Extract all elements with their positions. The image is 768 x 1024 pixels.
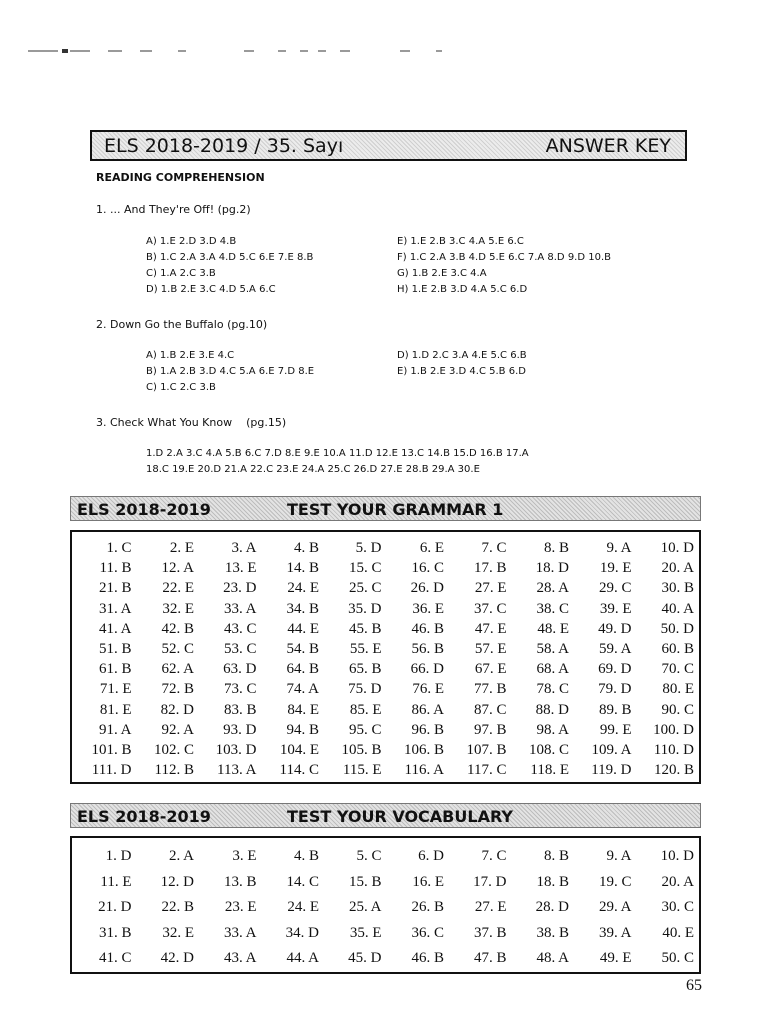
- scan-mark: [140, 50, 152, 52]
- answer-cell: 34. D: [285, 924, 319, 941]
- answer-cell: 3. E: [232, 848, 257, 864]
- answer-cell: 16. E: [412, 873, 444, 890]
- answer-cell: 67. E: [474, 661, 507, 678]
- answer-cell: 34. B: [286, 600, 319, 617]
- scan-mark: [28, 50, 58, 52]
- answer-cell: 45. B: [348, 620, 382, 637]
- answer-cell: 72. B: [161, 681, 194, 698]
- answer-cell: 27. E: [474, 580, 507, 597]
- answer-cell: 2. E: [169, 540, 194, 556]
- page-number: 65: [686, 977, 702, 994]
- answer-cell: 37. C: [473, 600, 507, 617]
- answer-cell: 62. A: [161, 661, 194, 678]
- answer-cell: 5. C: [356, 848, 382, 864]
- answer-cell: 17. D: [473, 873, 507, 890]
- scan-mark: [178, 50, 186, 52]
- answer-cell: 29. C: [598, 580, 632, 597]
- answer-cell: 78. C: [536, 681, 569, 698]
- answer-cell: 101. B: [91, 741, 132, 758]
- answer-key-header: [90, 130, 687, 161]
- answer-line: C) 1.A 2.C 3.B: [146, 268, 216, 279]
- answer-cell: 6. E: [419, 540, 444, 556]
- answer-cell: 109. A: [591, 741, 632, 758]
- answer-cell: 15. C: [348, 560, 382, 577]
- answer-cell: 106. B: [403, 741, 444, 758]
- answer-line: 18.C 19.E 20.D 21.A 22.C 23.E 24.A 25.C 26.D 27.E 28.B 29.A 30.E: [146, 464, 480, 475]
- answer-cell: 57. E: [474, 640, 507, 657]
- answer-line: B) 1.A 2.B 3.D 4.C 5.A 6.E 7.D 8.E: [146, 366, 315, 377]
- answer-line: D) 1.D 2.C 3.A 4.E 5.C 6.B: [397, 350, 527, 361]
- answer-cell: 48. A: [536, 950, 569, 966]
- answer-line: C) 1.C 2.C 3.B: [146, 382, 216, 393]
- answer-cell: 15. B: [348, 873, 382, 890]
- vocabulary-answer-table: [70, 836, 701, 974]
- answer-cell: 47. B: [473, 950, 507, 966]
- answer-cell: 88. D: [535, 701, 569, 718]
- answer-cell: 115. E: [342, 762, 382, 779]
- answer-cell: 30. C: [661, 899, 694, 915]
- answer-cell: 90. C: [661, 701, 694, 718]
- answer-cell: 36. C: [411, 924, 444, 941]
- answer-cell: 24. E: [287, 899, 319, 915]
- answer-cell: 110. D: [653, 741, 694, 758]
- answer-cell: 10. D: [660, 848, 694, 864]
- answer-cell: 112. B: [154, 762, 194, 779]
- answer-cell: 35. D: [348, 600, 382, 617]
- answer-cell: 40. E: [662, 924, 694, 941]
- vocabulary-grid: [72, 848, 697, 976]
- answer-cell: 58. A: [536, 640, 569, 657]
- answer-cell: 50. C: [661, 950, 694, 966]
- answer-cell: 51. B: [98, 640, 132, 657]
- answer-line: E) 1.B 2.E 3.D 4.C 5.B 6.D: [397, 366, 526, 377]
- answer-cell: 19. C: [598, 873, 632, 890]
- answer-cell: 39. E: [599, 600, 632, 617]
- reading-item-title: 1. ... And They're Off! (pg.2): [96, 203, 251, 216]
- answer-cell: 80. E: [662, 681, 694, 698]
- answer-cell: 5. D: [355, 540, 382, 556]
- answer-cell: 95. C: [348, 721, 382, 738]
- answer-cell: 68. A: [536, 661, 569, 678]
- answer-cell: 71. E: [99, 681, 132, 698]
- answer-cell: 100. D: [653, 721, 694, 738]
- answer-cell: 9. A: [606, 848, 632, 864]
- answer-cell: 47. E: [474, 620, 507, 637]
- answer-cell: 49. E: [599, 950, 632, 966]
- answer-cell: 107. B: [466, 741, 507, 758]
- answer-cell: 22. E: [162, 580, 194, 597]
- answer-cell: 25. C: [348, 580, 382, 597]
- answer-cell: 14. B: [286, 560, 319, 577]
- answer-cell: 20. A: [661, 560, 694, 577]
- answer-cell: 92. A: [161, 721, 194, 738]
- answer-cell: 25. A: [348, 899, 382, 915]
- answer-cell: 60. B: [661, 640, 694, 657]
- answer-cell: 114. C: [279, 762, 319, 779]
- answer-line: G) 1.B 2.E 3.C 4.A: [397, 268, 487, 279]
- answer-cell: 10. D: [660, 540, 694, 556]
- answer-cell: 32. E: [162, 600, 194, 617]
- grammar-banner-right: TEST YOUR GRAMMAR 1: [287, 500, 504, 519]
- answer-cell: 49. D: [598, 620, 632, 637]
- answer-cell: 1. D: [105, 848, 132, 864]
- answer-cell: 44. E: [287, 620, 319, 637]
- answer-cell: 118. E: [530, 762, 569, 779]
- answer-cell: 32. E: [162, 924, 194, 941]
- scan-mark: [62, 49, 68, 53]
- answer-cell: 28. A: [536, 580, 569, 597]
- answer-cell: 50. D: [660, 620, 694, 637]
- answer-cell: 36. E: [412, 600, 444, 617]
- answer-cell: 74. A: [286, 681, 319, 698]
- answer-cell: 1. C: [106, 540, 132, 556]
- answer-line: A) 1.B 2.E 3.E 4.C: [146, 350, 235, 361]
- answer-cell: 21. D: [98, 899, 132, 915]
- answer-cell: 8. B: [543, 848, 569, 864]
- answer-cell: 24. E: [287, 580, 319, 597]
- answer-cell: 20. A: [661, 873, 694, 890]
- answer-cell: 79. D: [598, 681, 632, 698]
- answer-cell: 17. B: [473, 560, 507, 577]
- answer-cell: 43. A: [223, 950, 257, 966]
- scan-mark: [278, 50, 286, 52]
- vocabulary-banner-left: ELS 2018-2019: [77, 807, 211, 826]
- answer-cell: 30. B: [661, 580, 694, 597]
- answer-cell: 39. A: [598, 924, 632, 941]
- answer-cell: 31. B: [98, 924, 132, 941]
- answer-cell: 103. D: [215, 741, 257, 758]
- section-title: READING COMPREHENSION: [96, 171, 265, 184]
- answer-cell: 83. B: [223, 701, 257, 718]
- answer-cell: 23. D: [223, 580, 257, 597]
- scan-mark: [400, 50, 410, 52]
- answer-cell: 27. E: [474, 899, 507, 915]
- answer-cell: 7. C: [481, 848, 507, 864]
- header-title: ELS 2018-2019 / 35. Sayı: [104, 135, 344, 157]
- answer-cell: 64. B: [286, 661, 319, 678]
- answer-cell: 6. D: [418, 848, 444, 864]
- answer-cell: 102. C: [153, 741, 194, 758]
- answer-line: B) 1.C 2.A 3.A 4.D 5.C 6.E 7.E 8.B: [146, 252, 314, 263]
- answer-cell: 38. B: [536, 924, 569, 941]
- grammar-grid: [72, 540, 697, 782]
- answer-line: A) 1.E 2.D 3.D 4.B: [146, 236, 237, 247]
- answer-cell: 46. B: [411, 620, 444, 637]
- answer-line: D) 1.B 2.E 3.C 4.D 5.A 6.C: [146, 284, 276, 295]
- answer-cell: 81. E: [99, 701, 132, 718]
- answer-cell: 13. E: [224, 560, 257, 577]
- answer-cell: 26. D: [410, 580, 444, 597]
- answer-cell: 82. D: [160, 701, 194, 718]
- header-answer-key: ANSWER KEY: [545, 135, 671, 157]
- answer-line: E) 1.E 2.B 3.C 4.A 5.E 6.C: [397, 236, 524, 247]
- reading-item-title: 2. Down Go the Buffalo (pg.10): [96, 318, 268, 331]
- answer-cell: 87. C: [473, 701, 507, 718]
- grammar-answer-table: [70, 530, 701, 784]
- answer-cell: 120. B: [653, 762, 694, 779]
- answer-cell: 59. A: [598, 640, 632, 657]
- answer-cell: 48. E: [537, 620, 569, 637]
- answer-cell: 93. D: [223, 721, 257, 738]
- answer-cell: 38. C: [536, 600, 569, 617]
- answer-cell: 113. A: [217, 762, 257, 779]
- answer-cell: 4. B: [293, 848, 319, 864]
- answer-cell: 94. B: [286, 721, 319, 738]
- answer-cell: 23. E: [224, 899, 257, 915]
- answer-cell: 26. B: [411, 899, 444, 915]
- answer-cell: 85. E: [349, 701, 382, 718]
- answer-cell: 52. C: [161, 640, 194, 657]
- answer-cell: 11. B: [99, 560, 132, 577]
- grammar-banner: [70, 496, 701, 521]
- answer-cell: 86. A: [411, 701, 444, 718]
- answer-cell: 45. D: [348, 950, 382, 966]
- answer-cell: 22. B: [161, 899, 194, 915]
- answer-cell: 14. C: [286, 873, 319, 890]
- answer-cell: 13. B: [223, 873, 257, 890]
- answer-cell: 31. A: [98, 600, 132, 617]
- answer-cell: 89. B: [598, 701, 632, 718]
- answer-cell: 105. B: [341, 741, 382, 758]
- answer-cell: 119. D: [591, 762, 632, 779]
- answer-cell: 3. A: [231, 540, 257, 556]
- answer-cell: 116. A: [404, 762, 444, 779]
- answer-cell: 11. E: [100, 873, 132, 890]
- answer-cell: 75. D: [348, 681, 382, 698]
- scan-mark: [108, 50, 122, 52]
- answer-cell: 41. C: [98, 950, 132, 966]
- answer-cell: 99. E: [599, 721, 632, 738]
- answer-cell: 12. D: [160, 873, 194, 890]
- answer-cell: 63. D: [223, 661, 257, 678]
- answer-cell: 111. D: [91, 762, 132, 779]
- answer-cell: 73. C: [223, 681, 257, 698]
- answer-cell: 42. D: [160, 950, 194, 966]
- answer-cell: 55. E: [349, 640, 382, 657]
- answer-cell: 12. A: [161, 560, 194, 577]
- answer-cell: 21. B: [98, 580, 132, 597]
- scan-mark: [70, 50, 90, 52]
- answer-cell: 91. A: [98, 721, 132, 738]
- answer-cell: 4. B: [293, 540, 319, 556]
- answer-cell: 61. B: [98, 661, 132, 678]
- answer-cell: 97. B: [473, 721, 507, 738]
- scan-mark: [340, 50, 350, 52]
- answer-cell: 84. E: [287, 701, 319, 718]
- scan-mark: [318, 50, 326, 52]
- answer-cell: 56. B: [411, 640, 444, 657]
- answer-cell: 69. D: [598, 661, 632, 678]
- answer-cell: 2. A: [168, 848, 194, 864]
- answer-cell: 33. A: [223, 600, 257, 617]
- answer-cell: 98. A: [536, 721, 569, 738]
- answer-cell: 117. C: [467, 762, 507, 779]
- answer-cell: 9. A: [606, 540, 632, 556]
- answer-cell: 108. C: [528, 741, 569, 758]
- answer-cell: 42. B: [161, 620, 194, 637]
- answer-cell: 46. B: [411, 950, 444, 966]
- vocabulary-banner-right: TEST YOUR VOCABULARY: [287, 807, 513, 826]
- reading-item-title: 3. Check What You Know (pg.15): [96, 416, 287, 429]
- answer-cell: 37. B: [473, 924, 507, 941]
- answer-cell: 96. B: [411, 721, 444, 738]
- grammar-banner-left: ELS 2018-2019: [77, 500, 211, 519]
- scan-mark: [244, 50, 254, 52]
- answer-cell: 54. B: [286, 640, 319, 657]
- answer-cell: 18. B: [536, 873, 569, 890]
- answer-cell: 70. C: [661, 661, 694, 678]
- answer-line: F) 1.C 2.A 3.B 4.D 5.E 6.C 7.A 8.D 9.D 10.B: [397, 252, 611, 263]
- vocabulary-banner: [70, 803, 701, 828]
- answer-cell: 44. A: [286, 950, 319, 966]
- answer-cell: 29. A: [598, 899, 632, 915]
- answer-cell: 65. B: [348, 661, 382, 678]
- scan-mark: [436, 50, 442, 52]
- answer-cell: 28. D: [535, 899, 569, 915]
- answer-cell: 33. A: [223, 924, 257, 941]
- answer-cell: 18. D: [535, 560, 569, 577]
- answer-cell: 40. A: [661, 600, 694, 617]
- answer-cell: 41. A: [98, 620, 132, 637]
- answer-cell: 104. E: [279, 741, 319, 758]
- answer-line: 1.D 2.A 3.C 4.A 5.B 6.C 7.D 8.E 9.E 10.A 11.D 12.E 13.C 14.B 15.D 16.B 17.A: [146, 448, 529, 459]
- answer-cell: 16. C: [411, 560, 444, 577]
- answer-cell: 43. C: [223, 620, 257, 637]
- answer-cell: 35. E: [349, 924, 382, 941]
- answer-cell: 77. B: [473, 681, 507, 698]
- scan-mark: [300, 50, 308, 52]
- answer-cell: 7. C: [481, 540, 507, 556]
- answer-cell: 8. B: [543, 540, 569, 556]
- answer-line: H) 1.E 2.B 3.D 4.A 5.C 6.D: [397, 284, 528, 295]
- answer-cell: 19. E: [599, 560, 632, 577]
- answer-cell: 76. E: [412, 681, 444, 698]
- answer-cell: 53. C: [223, 640, 257, 657]
- answer-cell: 66. D: [410, 661, 444, 678]
